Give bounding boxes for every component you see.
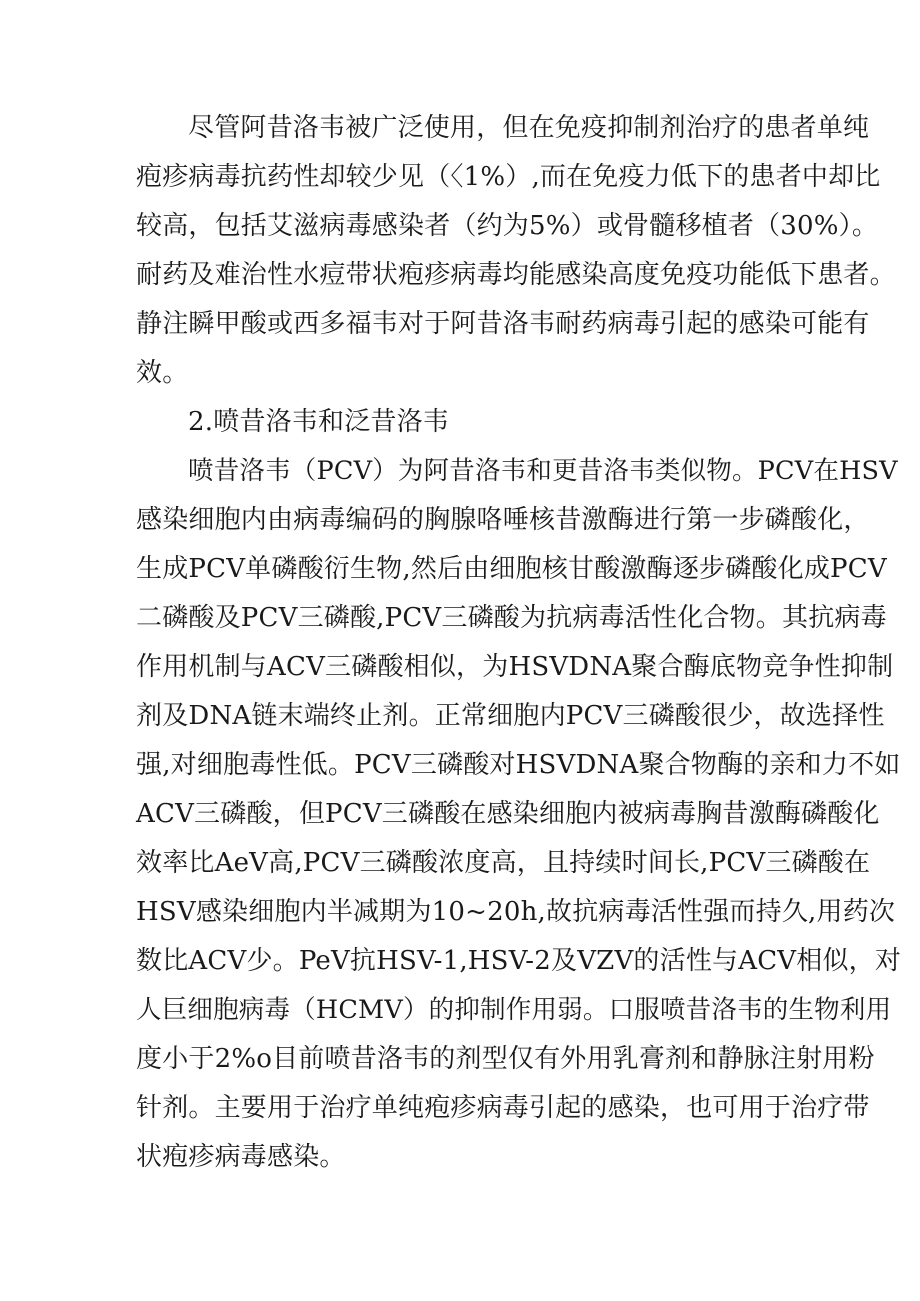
paragraph-2-line-2: 感染细胞内由病毒编码的胸腺咯唾核昔激酶进行第一步磷酸化，: [136, 505, 870, 535]
paragraph-2-line-15: 状疱疹病毒感染。: [136, 1142, 346, 1172]
paragraph-2-line-1: 喷昔洛韦（PCV）为阿昔洛韦和更昔洛韦类似物。PCV在HSV: [188, 456, 898, 486]
section-heading: 2.喷昔洛韦和泛昔洛韦: [188, 407, 450, 437]
paragraph-2-line-14: 针剂。主要用于治疗单纯疱疹病毒引起的感染，也可用于治疗带: [136, 1093, 870, 1123]
paragraph-1-line-5: 静注瞬甲酸或西多福韦对于阿昔洛韦耐药病毒引起的感染可能有: [136, 309, 870, 339]
paragraph-2-line-7: 强,对细胞毒性低。PCV三磷酸对HSVDNA聚合物酶的亲和力不如: [136, 750, 901, 780]
paragraph-2-line-12: 人巨细胞病毒（HCMV）的抑制作用弱。口服喷昔洛韦的生物利用: [136, 995, 892, 1025]
paragraph-1-line-4: 耐药及难治性水痘带状疱疹病毒均能感染高度免疫功能低下患者。: [136, 260, 896, 290]
paragraph-2-line-11: 数比ACV少。PeV抗HSV-1,HSV-2及VZV的活性与ACV相似，对: [136, 946, 902, 976]
paragraph-1-line-6: 效。: [136, 358, 189, 388]
paragraph-2-line-4: 二磷酸及PCV三磷酸,PCV三磷酸为抗病毒活性化合物。其抗病毒: [136, 603, 887, 633]
paragraph-2-line-6: 剂及DNA链末端终止剂。正常细胞内PCV三磷酸很少，故选择性: [136, 701, 885, 731]
paragraph-2-line-9: 效率比AeV高,PCV三磷酸浓度高，且持续时间长,PCV三磷酸在: [136, 848, 871, 878]
paragraph-1-line-2: 疱疹病毒抗药性却较少见（〈1%）,而在免疫力低下的患者中却比: [136, 162, 881, 192]
paragraph-2-line-10: HSV感染细胞内半减期为10~20h,故抗病毒活性强而持久,用药次: [136, 897, 896, 927]
paragraph-2-line-13: 度小于2%o目前喷昔洛韦的剂型仅有外用乳膏剂和静脉注射用粉: [136, 1044, 875, 1074]
paragraph-1-line-1: 尽管阿昔洛韦被广泛使用，但在免疫抑制剂治疗的患者单纯: [188, 113, 870, 143]
paragraph-2-line-3: 生成PCV单磷酸衍生物,然后由细胞核甘酸激酶逐步磷酸化成PCV: [136, 554, 887, 584]
paragraph-2-line-5: 作用机制与ACV三磷酸相似，为HSVDNA聚合酶底物竞争性抑制: [136, 652, 894, 682]
paragraph-2-line-8: ACV三磷酸，但PCV三磷酸在感染细胞内被病毒胸昔激酶磷酸化: [136, 799, 880, 829]
paragraph-1-line-3: 较高，包括艾滋病毒感染者（约为5%）或骨髓移植者（30%）。: [136, 211, 879, 241]
